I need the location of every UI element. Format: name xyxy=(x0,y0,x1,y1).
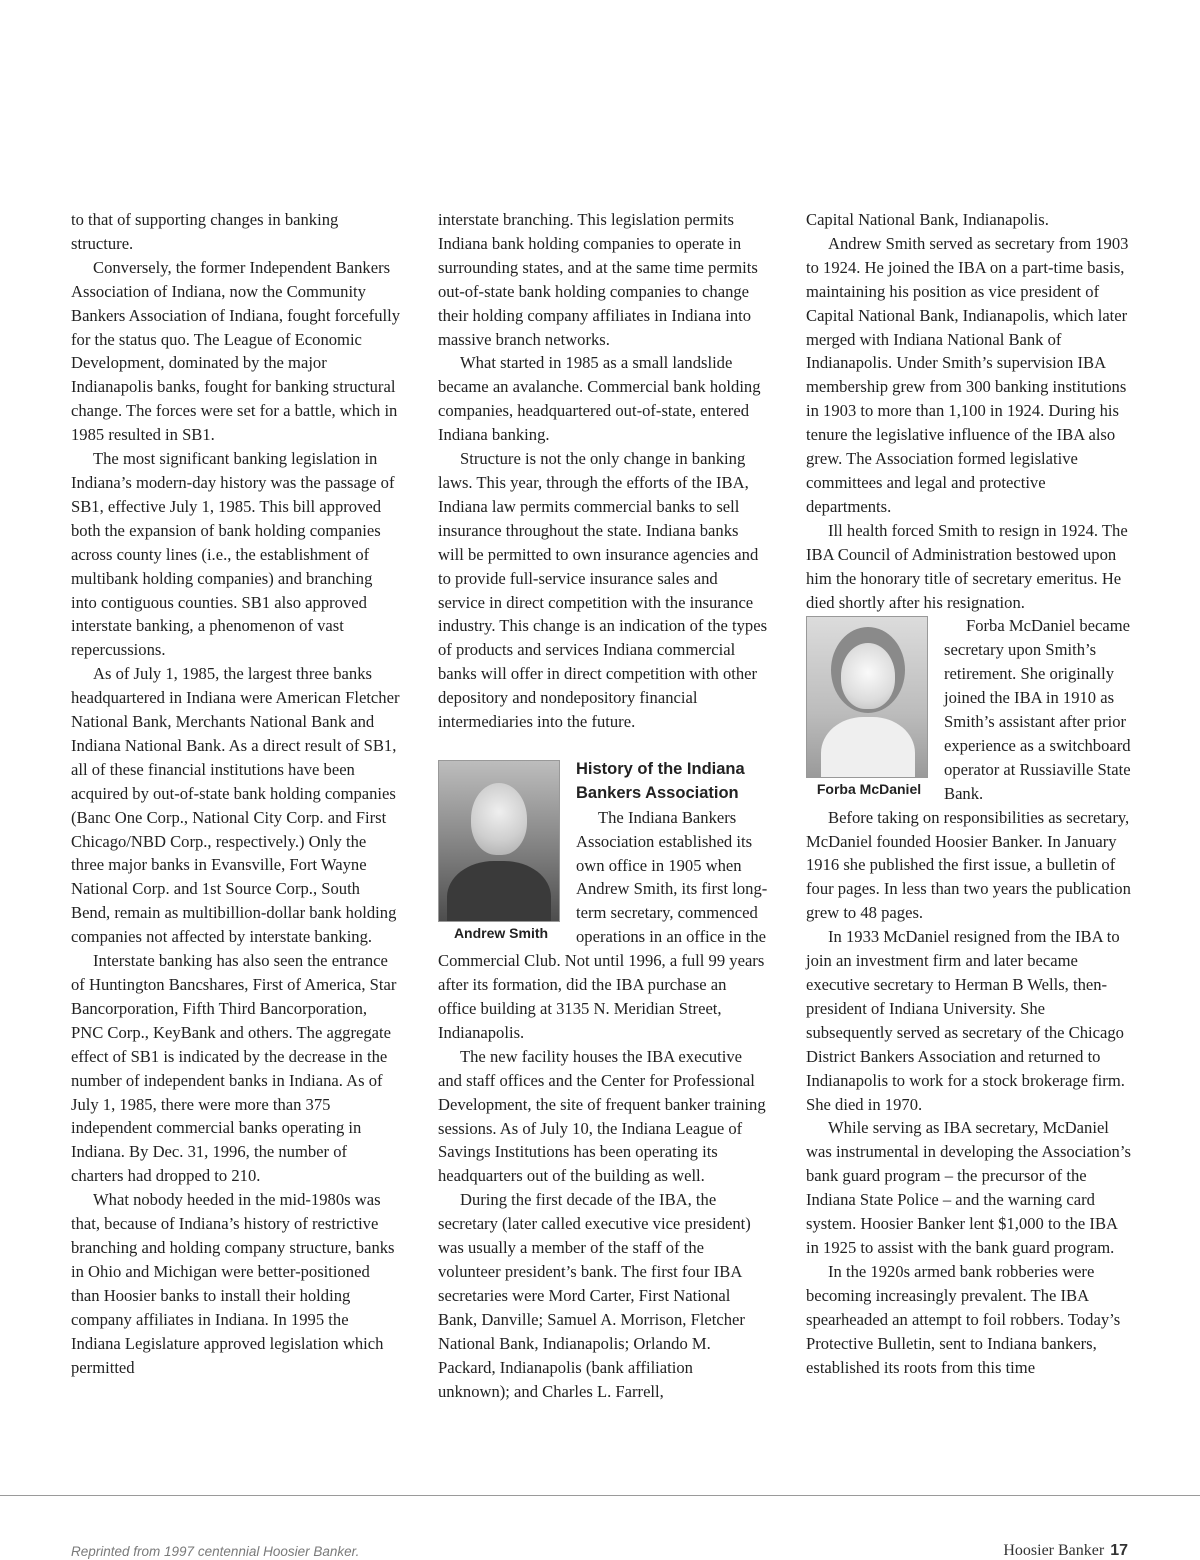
paragraph: Conversely, the former Independent Bankers Association of Indiana, now the Community Bankers Association of Indiana, fought forcefully for the status quo. The League of Economic Development, dominated by the major Indianapolis banks, fought for banking structural change. The forces were set for a battle, which in 1985 resulted in SB1. xyxy=(71,257,401,445)
article-column-2 xyxy=(438,208,768,1403)
paragraph: While serving as IBA secretary, McDaniel was instrumental in developing the Association’s bank guard program – the precursor of the Indiana State Police – and the warning card system. Hoosier Banker lent $1,000 to the IBA in 1925 to assist with the bank guard program. xyxy=(806,1118,1131,1257)
paragraph: In the 1920s armed bank robberies were becoming increasingly prevalent. The IBA spearheaded an attempt to foil robbers. Today’s Protective Bulletin, sent to Indiana bankers, established its roots from this time xyxy=(806,1261,1121,1377)
section-spacer xyxy=(438,734,768,758)
publication-name: Hoosier Banker xyxy=(1003,1542,1105,1559)
footer-divider xyxy=(0,1495,1200,1496)
paragraph: During the first decade of the IBA, the secretary (later called executive vice president) was usually a member of the staff of the volunteer president’s bank. The first four IBA secretaries were Mord Carter, First National Bank, Danville; Samuel A. Morrison, Fletcher National Bank, Indianapolis; Orlando M. Packard, Indianapolis (bank affiliation unknown); and Charles L. Farrell, xyxy=(438,1190,751,1401)
paragraph: As of July 1, 1985, the largest three banks headquartered in Indiana were American Fletcher National Bank, Merchants National Bank and Indiana National Bank. As a direct result of SB1, all of these financial institutions have been acquired by out-of-state bank holding companies (Banc One Corp., National City Corp. and First Chicago/NBD Corp., respectively.) Only the three major banks in Evansville, Fort Wayne National Corp. and 1st Source Corp., South Bend, remain as multibillion-dollar bank holding companies not affected by interstate banking. xyxy=(71,664,400,947)
paragraph: What nobody heeded in the mid-1980s was that, because of Indiana’s history of restrictive branching and holding company structure, banks in Ohio and Michigan were better-positioned than Hoosier banks to install their holding company affiliates in Indiana. In 1995 the Indiana Legislature approved legislation which permitted xyxy=(71,1190,395,1377)
andrew-smith-photo xyxy=(438,760,560,922)
paragraph: Forba McDaniel became secretary upon Smith’s retirement. She originally joined the IBA in 1910 as Smith’s assistant after prior experience as a switchboard operator at Russiaville State Bank. xyxy=(944,616,1131,803)
andrew-smith-figure xyxy=(438,760,564,944)
forba-mcdaniel-photo xyxy=(806,616,928,778)
paragraph: In 1933 McDaniel resigned from the IBA to join an investment firm and later became executive secretary to Herman B Wells, then-president of Indiana University. She subsequently served as secretary of the Chicago District Bankers Association and returned to Indianapolis to work for a stock brokerage firm. She died in 1970. xyxy=(806,927,1125,1114)
paragraph: to that of supporting changes in banking structure. xyxy=(71,210,339,253)
page-number: 17 xyxy=(1110,1542,1128,1559)
paragraph: The most significant banking legislation in Indiana’s modern-day history was the passage of SB1, effective July 1, 1985. This bill approved both the expansion of bank holding companies across county lines (i.e., the establishment of multibank holding companies) and branching into contiguous counties. SB1 also approved interstate banking, a phenomenon of vast repercussions. xyxy=(71,449,395,660)
paragraph: Andrew Smith served as secretary from 1903 to 1924. He joined the IBA on a part-time basis, maintaining his position as vice president of Capital National Bank, Indianapolis, which later merged with Indiana National Bank of Indianapolis. Under Smith’s supervision IBA membership grew from 300 banking institutions in 1903 to more than 1,100 in 1924. During his tenure the legislative influence of the IBA also grew. The Association formed legislative committees and legal and protective departments. xyxy=(806,233,1129,516)
article-column-3 xyxy=(806,208,1131,1379)
reprint-credit: Reprinted from 1997 centennial Hoosier Banker. xyxy=(71,1544,360,1559)
article-column-1 xyxy=(71,208,401,1379)
paragraph: Capital National Bank, Indianapolis. xyxy=(806,210,1049,229)
paragraph: The Indiana Bankers Association established its own office in 1905 when Andrew Smith, its first long-term secretary, commenced operations in an office in the Commercial Club. Not until 1996, a full 99 years after its formation, did the IBA purchase an office building at 3135 N. Meridian Street, Indianapolis. xyxy=(438,807,768,1042)
forba-mcdaniel-figure xyxy=(806,616,932,800)
paragraph: interstate branching. This legislation permits Indiana bank holding companies to operate in surrounding states, and at the same time permits out-of-state bank holding companies to change their holding company affiliates in Indiana into massive branch networks. xyxy=(438,210,758,349)
page-footer xyxy=(1003,1542,1128,1560)
paragraph: What started in 1985 as a small landslide became an avalanche. Commercial bank holding companies, headquartered out-of-state, entered Indiana banking. xyxy=(438,353,761,445)
photo-caption: Andrew Smith xyxy=(453,924,549,941)
paragraph: The new facility houses the IBA executive and staff offices and the Center for Professional Development, the site of frequent banker training sessions. As of July 10, the Indiana League of Savings Institutions has been operating its headquarters out of the building as well. xyxy=(438,1046,766,1186)
paragraph: Before taking on responsibilities as secretary, McDaniel founded Hoosier Banker. In January 1916 she published the first issue, a bulletin of four pages. In less than two years the publication grew to 48 pages. xyxy=(806,807,1131,923)
section-heading: History of the Indiana Bankers Association xyxy=(576,759,745,802)
paragraph: Interstate banking has also seen the entrance of Huntington Bancshares, First of America, Star Bancorporation, Fifth Third Bancorporation, PNC Corp., KeyBank and others. The aggregate effect of SB1 is indicated by the decrease in the number of independent banks in Indiana. As of July 1, 1985, there were more than 375 independent commercial banks operating in Indiana. By Dec. 31, 1996, the number of charters had dropped to 210. xyxy=(71,951,397,1186)
paragraph: Structure is not the only change in banking laws. This year, through the efforts of the IBA, Indiana law permits commercial banks to sell insurance throughout the state. Indiana banks will be permitted to own insurance agencies and to provide full-service insurance sales and service in direct competition with the insurance industry. This change is an indication of the types of products and services Indiana commercial banks will offer in direct competition with other depository and nondepository financial intermediaries into the future. xyxy=(438,449,768,732)
photo-caption: Forba McDaniel xyxy=(816,781,922,798)
paragraph: Ill health forced Smith to resign in 1924. The IBA Council of Administration bestowed upon him the honorary title of secretary emeritus. He died shortly after his resignation. xyxy=(806,520,1128,612)
